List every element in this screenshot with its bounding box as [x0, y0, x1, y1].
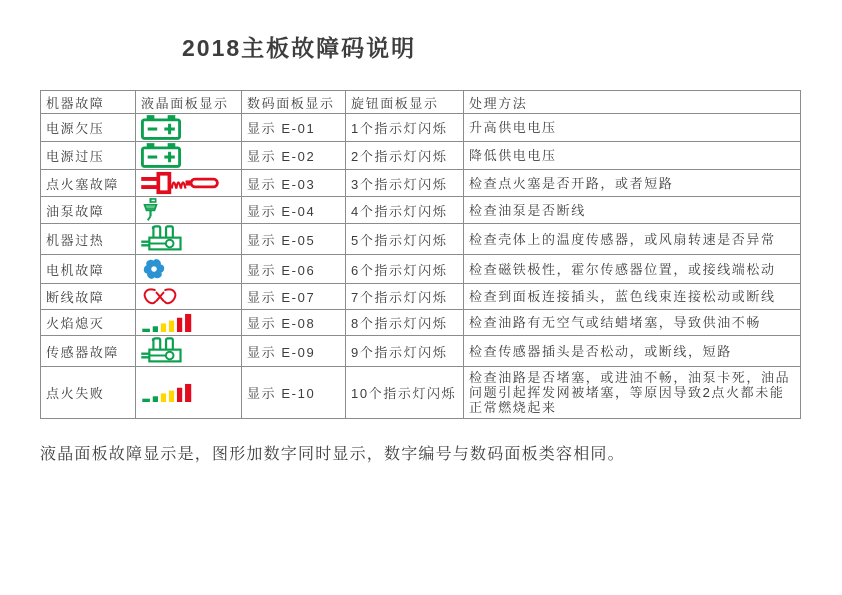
knob-display-cell: 8个指示灯闪烁: [346, 310, 464, 336]
digital-display-cell: 显示 E-01: [242, 114, 346, 142]
knob-display-cell: 1个指示灯闪烁: [346, 114, 464, 142]
lcd-display-cell: [136, 224, 242, 255]
page-title: 2018主板故障码说明: [182, 35, 417, 61]
remedy-cell: 降低供电电压: [464, 142, 801, 170]
remedy-cell: 检查油泵是否断线: [464, 197, 801, 224]
knob-display-cell: 4个指示灯闪烁: [346, 197, 464, 224]
digital-display-cell: 显示 E-05: [242, 224, 346, 255]
table-row: [41, 310, 801, 336]
table-row: [41, 336, 801, 367]
lcd-display-cell: [136, 310, 242, 336]
level-bars-icon: [141, 314, 193, 329]
remedy-cell: 升高供电电压: [464, 114, 801, 142]
broken-wire-icon: [141, 288, 179, 303]
table-row: [41, 224, 801, 255]
fuel-pump-icon: [141, 201, 160, 216]
digital-display-cell: 显示 E-10: [242, 367, 346, 419]
digital-display-cell: 显示 E-03: [242, 170, 346, 197]
table-row: [41, 197, 801, 224]
digital-display-cell: 显示 E-02: [242, 142, 346, 170]
knob-display-cell: 9个指示灯闪烁: [346, 336, 464, 367]
footnote: 液晶面板故障显示是，图形加数字同时显示，数字编号与数码面板类容相同。: [40, 446, 625, 463]
digital-display-cell: 显示 E-09: [242, 336, 346, 367]
fault-name-cell: 点火失败: [41, 367, 136, 419]
table-header-row: [41, 91, 801, 114]
glow-plug-icon: [141, 174, 219, 189]
knob-display-cell: 5个指示灯闪烁: [346, 224, 464, 255]
fault-name-cell: 电源过压: [41, 142, 136, 170]
level-bars-icon: [141, 384, 193, 399]
table-row: [41, 142, 801, 170]
column-header-remedy: 处理方法: [464, 91, 801, 114]
fault-name-cell: 电机故障: [41, 255, 136, 284]
fault-name-cell: 火焰熄灭: [41, 310, 136, 336]
battery-icon: [141, 147, 181, 162]
fault-name-cell: 机器过热: [41, 224, 136, 255]
remedy-cell: 检查油路是否堵塞，或进油不畅，油泵卡死，油品问题引起挥发网被堵塞，等原因导致2点火都未能正常燃烧起来: [464, 367, 801, 419]
knob-display-cell: 3个指示灯闪烁: [346, 170, 464, 197]
fault-name-cell: 电源欠压: [41, 114, 136, 142]
remedy-cell: 检查壳体上的温度传感器，或风扇转速是否异常: [464, 224, 801, 255]
remedy-cell: 检查到面板连接插头，蓝色线束连接松动或断线: [464, 284, 801, 310]
column-header-knob: 旋钮面板显示: [346, 91, 464, 114]
lcd-display-cell: [136, 284, 242, 310]
lcd-display-cell: [136, 255, 242, 284]
lcd-display-cell: [136, 114, 242, 142]
column-header-fault: 机器故障: [41, 91, 136, 114]
column-header-digital: 数码面板显示: [242, 91, 346, 114]
remedy-cell: 检查点火塞是否开路，或者短路: [464, 170, 801, 197]
fault-name-cell: 点火塞故障: [41, 170, 136, 197]
remedy-cell: 检查磁铁极性，霍尔传感器位置，或接线端松动: [464, 255, 801, 284]
table-row: [41, 255, 801, 284]
digital-display-cell: 显示 E-04: [242, 197, 346, 224]
table-row: [41, 114, 801, 142]
table-row: [41, 284, 801, 310]
fault-table-body: [41, 114, 801, 419]
column-header-lcd: 液晶面板显示: [136, 91, 242, 114]
knob-display-cell: 10个指示灯闪烁: [346, 367, 464, 419]
knob-display-cell: 6个指示灯闪烁: [346, 255, 464, 284]
knob-display-cell: 2个指示灯闪烁: [346, 142, 464, 170]
fault-name-cell: 断线故障: [41, 284, 136, 310]
fault-code-table: [40, 90, 801, 419]
remedy-cell: 检查传感器插头是否松动，或断线，短路: [464, 336, 801, 367]
fault-name-cell: 油泵故障: [41, 197, 136, 224]
table-row: [41, 367, 801, 419]
lcd-display-cell: [136, 142, 242, 170]
heater-icon: [141, 230, 183, 245]
lcd-display-cell: [136, 336, 242, 367]
digital-display-cell: 显示 E-06: [242, 255, 346, 284]
digital-display-cell: 显示 E-08: [242, 310, 346, 336]
lcd-display-cell: [136, 170, 242, 197]
fan-icon: [141, 260, 167, 275]
lcd-display-cell: [136, 197, 242, 224]
lcd-display-cell: [136, 367, 242, 419]
battery-icon: [141, 119, 181, 134]
table-row: [41, 170, 801, 197]
remedy-cell: 检查油路有无空气或结蜡堵塞，导致供油不畅: [464, 310, 801, 336]
digital-display-cell: 显示 E-07: [242, 284, 346, 310]
fault-name-cell: 传感器故障: [41, 336, 136, 367]
knob-display-cell: 7个指示灯闪烁: [346, 284, 464, 310]
heater-icon: [141, 342, 183, 357]
